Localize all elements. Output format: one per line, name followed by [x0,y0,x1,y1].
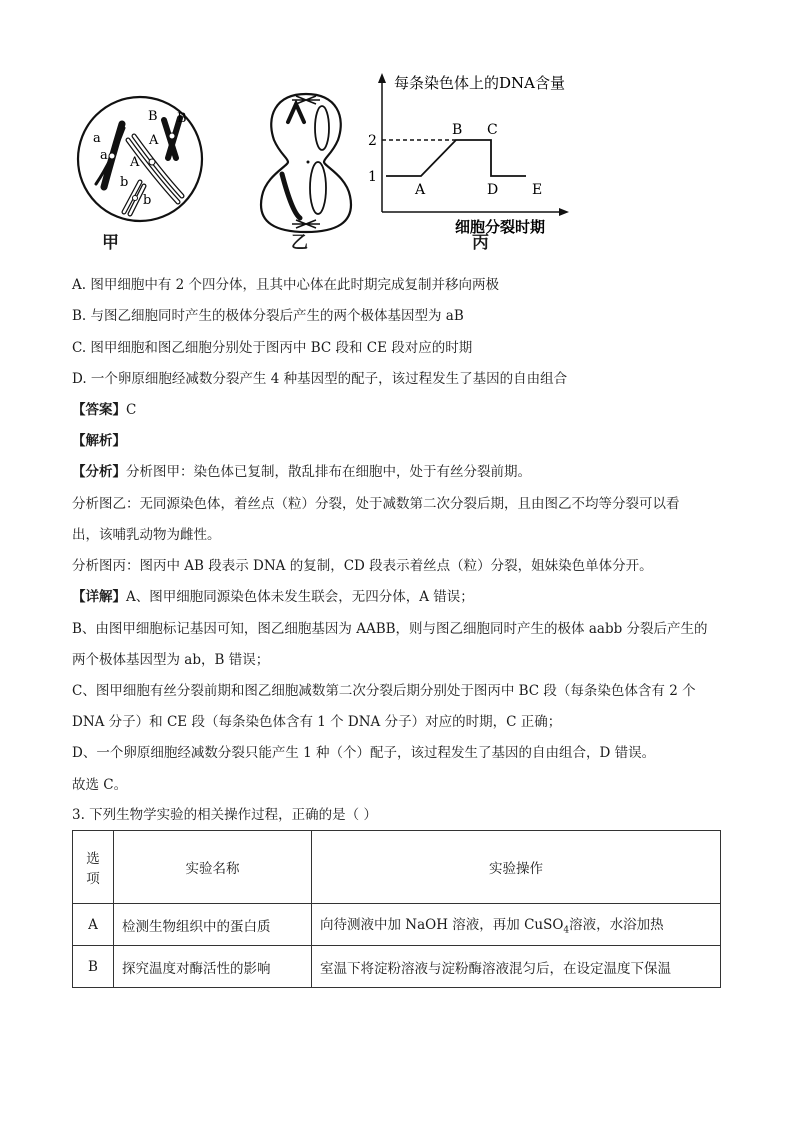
point-label-D: D [487,182,499,198]
centromere-b [133,196,138,201]
gene-label-b2: b [143,193,152,208]
x-axis-arrow [559,208,569,216]
gene-label-b1: b [120,175,129,190]
detail-b-2: 两个极体基因型为 ab，B 错误； [72,652,270,668]
chart-marks [368,122,542,198]
figure-label-jia: 甲 [102,233,119,253]
point-label-E: E [532,182,543,198]
row-a-op-sub: 4 [563,925,570,936]
gene-label-a1: a [93,131,101,146]
option-b: B. 与图乙细胞同时产生的极体分裂后产生的两个极体基因型为 aB [72,308,464,324]
row-b-option: B [73,946,114,988]
figure-label-yi: 乙 [291,233,308,253]
series-line [386,140,526,176]
row-b-name: 探究温度对酶活性的影响 [114,946,312,988]
gene-label-B2: B [177,111,187,126]
figure-area [60,62,580,257]
analysis-fenxi [72,462,531,482]
option-d: D. 一个卵原细胞经减数分裂产生 4 种基因型的配子，该过程发生了基因的自由组合 [72,371,568,387]
spindle-pole-bottom [292,220,320,228]
figure-label-bing: 丙 [472,233,489,253]
analysis-yi-2: 出，该哺乳动物为雌性。 [72,527,221,543]
chart-bing [368,73,569,236]
chromosome-yi-bottom-light [310,162,326,214]
detail-d: D、一个卵原细胞经减数分裂只能产生 1 种（个）配子，该过程发生了基因的自由组合，D 错误。 [72,745,656,761]
option-a: A. 图甲细胞中有 2 个四分体，且其中心体在此时期完成复制并移向两极 [72,277,500,293]
conclusion: 故选 C。 [72,777,128,793]
row-a-name: 检测生物组织中的蛋白质 [114,904,312,946]
row-a-op-pre: 向待测液中加 NaOH 溶液，再加 CuSO [320,917,564,934]
detail-tag: 【详解】 [72,589,126,605]
gene-label-A2: A [130,155,140,170]
header-option [73,831,114,904]
option-c: C. 图甲细胞和图乙细胞分别处于图丙中 BC 段和 CE 段对应的时期 [72,340,473,356]
detail-c-1: C、图甲细胞有丝分裂前期和图乙细胞减数第二次分裂后期分别处于图丙中 BC 段（每条染色体含有 2 个 [72,683,696,699]
detail-c-2: DNA 分子）和 CE 段（每条染色体含有 1 个 DNA 分子）对应的时期，C 正确； [72,714,562,730]
x-axis-label: 细胞分裂时期 [455,218,546,236]
table-row [73,904,721,946]
header-option-2: 项 [86,871,100,887]
gene-label-B1: B [148,109,158,124]
analysis-tag: 【解析】 [72,433,126,449]
gene-label-A1: A [149,133,159,148]
row-b-operation: 室温下将淀粉溶液与淀粉酶溶液混匀后，在设定温度下保温 [312,946,721,988]
cell-yi-membrane [261,94,351,232]
table-header-row [73,831,721,904]
point-label-C: C [487,122,498,138]
cell-jia [78,97,202,221]
figure-svg [60,62,580,257]
point-label-A: A [415,182,426,198]
detail-a-line [72,587,474,607]
header-option-1: 选 [86,851,100,867]
analysis-yi-1: 分析图乙：无同源染色体，着丝点（粒）分裂，处于减数第二次分裂后期，且由图乙不均等分裂可以看 [72,496,680,512]
chromosome-yi-top-dark [288,104,304,122]
y-tick-label-2: 2 [368,133,377,149]
chart-title: 每条染色体上的DNA含量 [394,74,565,92]
detail-b-1: B、由图甲细胞标记基因可知，图乙细胞基因为 AABB，则与图乙细胞同时产生的极体 aabb 分裂后产生的 [72,621,708,637]
row-a-option: A [73,904,114,946]
centromere-A [149,159,155,165]
y-axis-arrow [378,73,386,83]
row-a-operation [312,904,721,946]
y-tick-label-1: 1 [368,169,377,185]
centromere-B [169,133,175,139]
cell-yi [261,94,351,232]
analysis-bing: 分析图丙：图丙中 AB 段表示 DNA 的复制，CD 段表示着丝点（粒）分裂，姐妹染色单体分开。 [72,558,653,574]
detail-a: A、图甲细胞同源染色体未发生联会，无四分体，A 错误； [126,589,474,605]
header-operation: 实验操作 [312,831,721,904]
table-row [73,946,721,988]
question-3-stem: 3. 下列生物学实验的相关操作过程，正确的是（ ） [72,807,377,823]
header-name: 实验名称 [114,831,312,904]
fenxi-text: 分析图甲：染色体已复制，散乱排布在细胞中，处于有丝分裂前期。 [126,464,531,480]
chromosome-yi-bottom-dark [282,174,300,218]
chromosome-yi-top-light [315,106,329,150]
fenxi-tag: 【分析】 [72,464,126,480]
answer-value: C [126,402,137,418]
answer-tag: 【答案】 [72,402,126,418]
centromere-a [109,153,115,159]
answer-line [72,400,136,420]
point-label-B: B [452,122,463,138]
gene-label-a2: a [100,148,108,163]
row-a-op-post: 溶液，水浴加热 [569,917,664,934]
question-3-table [72,830,721,988]
cell-yi-dot [307,161,310,164]
